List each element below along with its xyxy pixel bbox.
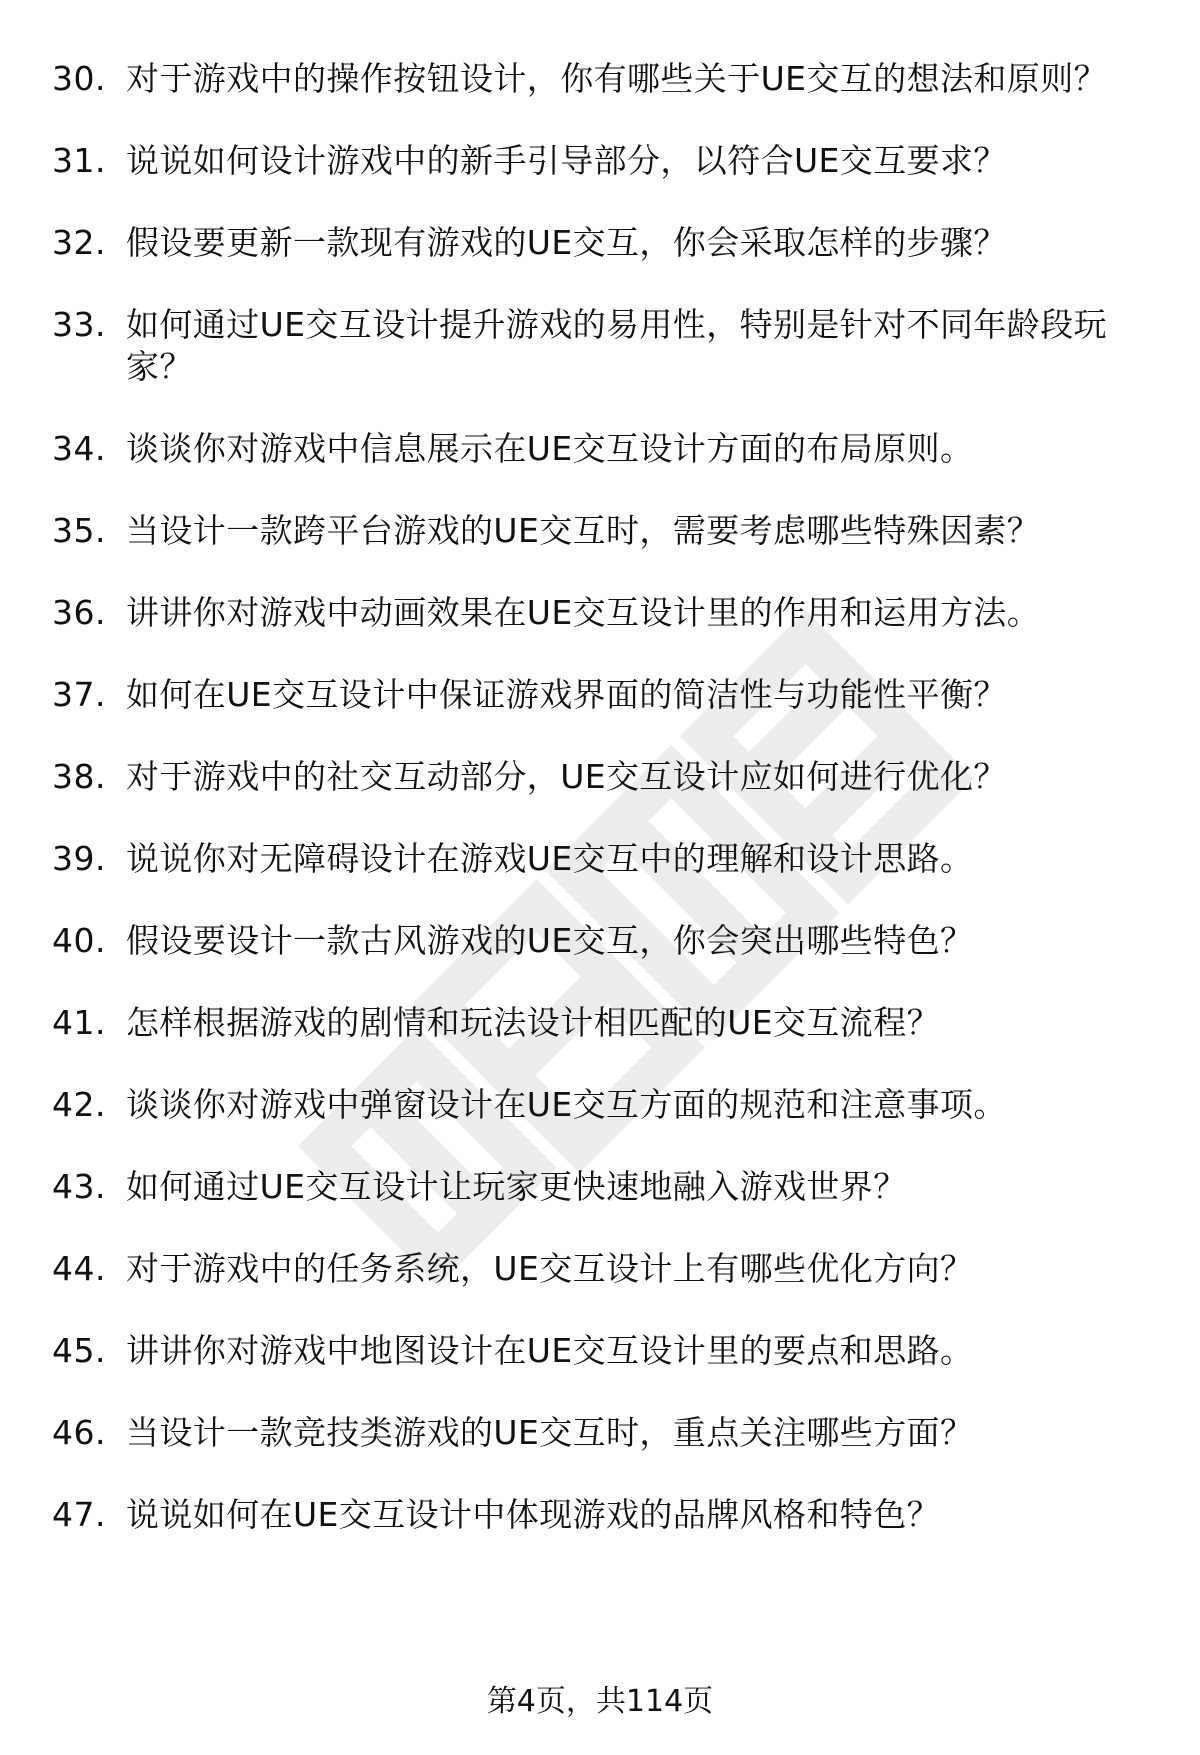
question-number: 44. xyxy=(52,1249,106,1288)
question-number: 40. xyxy=(52,921,106,960)
question-text: 如何通过UE交互设计让玩家更快速地融入游戏世界？ xyxy=(126,1167,907,1206)
question-number: 41. xyxy=(52,1003,106,1042)
list-item xyxy=(52,140,1162,182)
list-item xyxy=(52,1248,1162,1290)
list-item xyxy=(52,1330,1162,1372)
question-number: 46. xyxy=(52,1413,106,1452)
question-text: 对于游戏中的社交互动部分，UE交互设计应如何进行优化？ xyxy=(126,757,1007,796)
question-number: 32. xyxy=(52,223,106,262)
list-item xyxy=(52,58,1162,100)
question-text: 讲讲你对游戏中地图设计在UE交互设计里的要点和思路。 xyxy=(126,1331,974,1370)
question-text: 对于游戏中的操作按钮设计，你有哪些关于UE交互的想法和原则？ xyxy=(126,59,1108,98)
list-item xyxy=(52,592,1162,634)
question-number: 36. xyxy=(52,593,106,632)
question-number: 30. xyxy=(52,59,106,98)
question-text: 当设计一款跨平台游戏的UE交互时，需要考虑哪些特殊因素？ xyxy=(126,511,1041,550)
list-item xyxy=(52,510,1162,552)
question-text: 谈谈你对游戏中弹窗设计在UE交互方面的规范和注意事项。 xyxy=(126,1085,1007,1124)
question-text: 怎样根据游戏的剧情和玩法设计相匹配的UE交互流程？ xyxy=(126,1003,941,1042)
question-text: 讲讲你对游戏中动画效果在UE交互设计里的作用和运用方法。 xyxy=(126,593,1041,632)
question-number: 42. xyxy=(52,1085,106,1124)
question-list xyxy=(52,58,1162,1576)
question-number: 39. xyxy=(52,839,106,878)
question-text: 对于游戏中的任务系统，UE交互设计上有哪些优化方向？ xyxy=(126,1249,974,1288)
list-item xyxy=(52,1412,1162,1454)
question-number: 47. xyxy=(52,1495,106,1534)
question-text: 假设要设计一款古风游戏的UE交互，你会突出哪些特色？ xyxy=(126,921,974,960)
question-text: 谈谈你对游戏中信息展示在UE交互设计方面的布局原则。 xyxy=(126,429,974,468)
question-text: 如何在UE交互设计中保证游戏界面的简洁性与功能性平衡？ xyxy=(126,675,1007,714)
question-text: 如何通过UE交互设计提升游戏的易用性，特别是针对不同年龄段玩家？ xyxy=(126,305,1108,386)
list-item xyxy=(52,674,1162,716)
list-item xyxy=(52,1084,1162,1126)
list-item xyxy=(52,428,1162,470)
list-item xyxy=(52,920,1162,962)
question-text: 假设要更新一款现有游戏的UE交互，你会采取怎样的步骤？ xyxy=(126,223,1007,262)
question-number: 43. xyxy=(52,1167,106,1206)
question-number: 35. xyxy=(52,511,106,550)
list-item xyxy=(52,1166,1162,1208)
question-text: 说说如何在UE交互设计中体现游戏的品牌风格和特色？ xyxy=(126,1495,941,1534)
question-text: 当设计一款竞技类游戏的UE交互时，重点关注哪些方面？ xyxy=(126,1413,974,1452)
list-item xyxy=(52,222,1162,264)
question-number: 45. xyxy=(52,1331,106,1370)
question-number: 31. xyxy=(52,141,106,180)
list-item xyxy=(52,304,1162,388)
list-item xyxy=(52,838,1162,880)
list-item xyxy=(52,1002,1162,1044)
question-number: 34. xyxy=(52,429,106,468)
list-item xyxy=(52,1494,1162,1536)
question-number: 38. xyxy=(52,757,106,796)
list-item xyxy=(52,756,1162,798)
question-text: 说说你对无障碍设计在游戏UE交互中的理解和设计思路。 xyxy=(126,839,974,878)
page-footer: 第4页，共114页 xyxy=(486,1684,714,1719)
question-text: 说说如何设计游戏中的新手引导部分，以符合UE交互要求？ xyxy=(126,141,1007,180)
question-number: 33. xyxy=(52,305,106,344)
question-number: 37. xyxy=(52,675,106,714)
